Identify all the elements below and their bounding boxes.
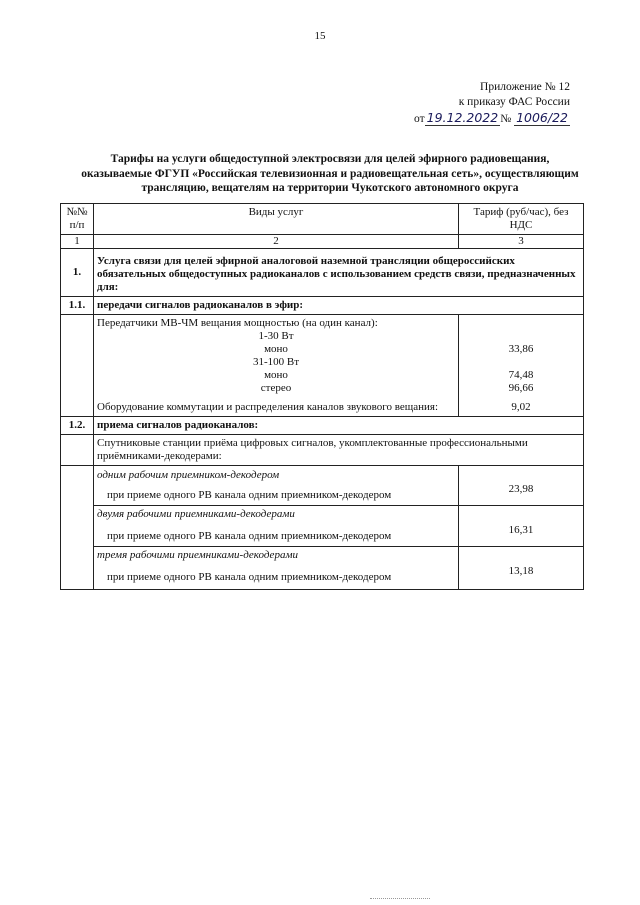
value-group-1: 23,98: [508, 483, 534, 495]
order-number: 1006/22: [516, 110, 568, 125]
scan-artifact: [370, 898, 430, 899]
equipment-label: Оборудование коммутации и распределения каналов звукового вещания:: [97, 401, 438, 413]
value-band2-mono: 74,48: [508, 369, 534, 381]
group-3-row: при приеме одного РВ канала одним приемником-декодером: [107, 571, 392, 583]
title-line2: оказываемые ФГУП «Российская телевизионная и радиовещательная сеть», осуществляющим: [81, 167, 579, 180]
section-1-1-row: [61, 297, 584, 315]
from-label: от: [414, 113, 425, 125]
appendix-line2: к приказу ФАС России: [458, 96, 570, 108]
section-1-text: Услуга связи для целей эфирной аналоговой наземной трансляции общероссийских обязательных общедоступных радиоканалов с использованием средств связи, предназначенных для:: [94, 249, 584, 297]
receivers-cell: [94, 466, 459, 590]
document-title: [70, 152, 590, 196]
group-2-row: при приеме одного РВ канала одним приемником-декодером: [107, 530, 392, 542]
header-num: №№ п/п: [61, 204, 94, 235]
tariff-table: [60, 203, 584, 590]
section-1-1-num: 1.1.: [61, 297, 94, 315]
title-line1: Тарифы на услуги общедоступной электросвязи для целей эфирного радиовещания,: [110, 153, 550, 165]
header-services: Виды услуг: [94, 204, 459, 235]
value-band2-stereo: 96,66: [508, 382, 534, 394]
section-1-2-num: 1.2.: [61, 417, 94, 435]
page-number: 15: [314, 30, 326, 42]
section-1-2-intro-row: [61, 435, 584, 466]
header-tariff: Тариф (руб/час), без НДС: [459, 204, 584, 235]
band-1-30: 1-30 Вт: [258, 330, 294, 342]
section-1-row: [61, 249, 584, 297]
transmitters-values: [459, 315, 584, 417]
col-number-1: 1: [61, 235, 94, 249]
receivers-values: [459, 466, 584, 590]
transmitters-intro: Передатчики МВ-ЧМ вещания мощностью (на один канал):: [97, 317, 378, 329]
band-31-100: 31-100 Вт: [252, 356, 300, 368]
table-header-row: [61, 204, 584, 235]
value-group-3: 13,18: [508, 565, 534, 577]
satellite-intro: Спутниковые станции приёма цифровых сигналов, укомплектованные профессиональными приёмниками-декодерами:: [94, 435, 584, 466]
value-band1-mono: 33,86: [508, 343, 534, 355]
appendix-line1: Приложение № 12: [480, 81, 570, 93]
section-1-2-body: [61, 466, 584, 590]
band-31-100-mono: моно: [264, 369, 288, 381]
group-1-row: при приеме одного РВ канала одним приемником-декодером: [107, 489, 392, 501]
band-31-100-stereo: стерео: [260, 382, 292, 394]
value-group-2: 16,31: [508, 524, 534, 536]
col-number-3: 3: [459, 235, 584, 249]
group-2-title: двумя рабочими приемниками-декодерами: [94, 505, 458, 524]
section-1-1-body: [61, 315, 584, 417]
appendix-block: [414, 80, 570, 127]
section-1-2-row: [61, 417, 584, 435]
section-1-1-text: передачи сигналов радиоканалов в эфир:: [94, 297, 584, 315]
title-line3: трансляцию, вещателям на территории Чукотского автономного округа: [141, 182, 519, 194]
order-date: 19.12.2022: [426, 110, 499, 125]
column-number-row: [61, 235, 584, 249]
appendix-date-line: [414, 110, 570, 127]
group-3-title: тремя рабочими приемниками-декодерами: [94, 546, 458, 565]
section-1-num: 1.: [61, 249, 94, 297]
group-1-title: одним рабочим приемником-декодером: [97, 469, 280, 481]
band-1-30-mono: моно: [264, 343, 288, 355]
value-equipment: 9,02: [511, 401, 531, 413]
section-1-2-text: приема сигналов радиоканалов:: [94, 417, 584, 435]
transmitters-cell: [94, 315, 459, 417]
number-label: №: [500, 113, 512, 125]
col-number-2: 2: [94, 235, 459, 249]
